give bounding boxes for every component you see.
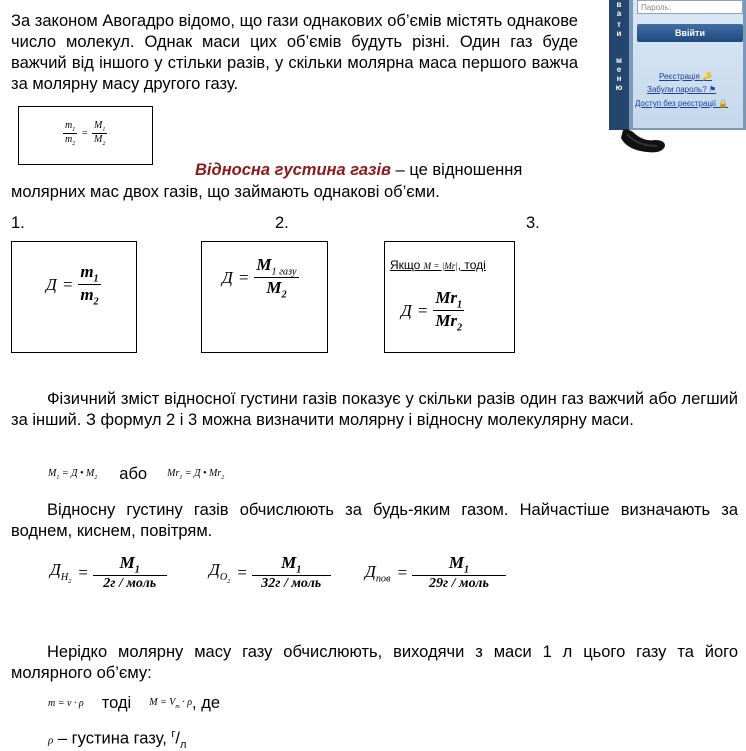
where-word: , де [192,694,221,712]
density-formula-3: Д = $\frac{Mr_1}{Mr_2}$ [401,288,463,334]
or-word: або [119,465,148,483]
proportion-formula-box [18,106,153,165]
register-link[interactable]: Реєстрація 🔑 [659,72,712,81]
density-hydrogen-formula: $Д_{H_2}$ = $\frac{M_1}{\text{2г / моль}}$ [50,553,165,592]
definition-line-1: Відносна густина газів – це відношення [195,161,523,179]
molar-volume-paragraph: Нерідко молярну масу газу обчислюють, виходячи з маси 1 л цього газу та його молярного об’єму: [11,643,738,682]
mascot-shoe-icon [617,120,667,160]
definition-line-2: молярних мас двох газів, що займають однакові об’єми. [11,183,440,201]
definition-term: Відносна густина газів [195,161,392,179]
menu-letter: н [616,74,622,83]
menu-column[interactable] [609,0,629,130]
menu-letter: е [616,65,622,74]
menu-letter: ю [615,83,623,92]
lock-icon: 🔒 [718,99,729,108]
formula-box-1 [11,241,137,353]
density-definition-line: ρ – густина газу, $^г/_л$ [48,728,187,751]
condition-line: Якщо M = |Mr|, тоді [390,258,486,272]
password-field[interactable]: Пароль: [637,0,743,14]
pin-icon: ⚑ [708,85,717,94]
density-oxygen-formula: $Д_{O_2}$ = $\frac{M_1}{\text{32г / моль}}$ [209,553,329,592]
density-formula-1: Д = $\frac{m_1}{m_2}$ [46,262,99,308]
proportion-formula: $\frac{m_1}{m_2}$ = $\frac{M_1}{M_2}$ [65,120,106,147]
key-icon: 🔑 [702,72,712,81]
guest-access-link[interactable]: Доступ без реєстрації 🔒 [635,99,729,108]
label-1: 1. [11,214,25,232]
label-2: 2. [275,214,289,232]
panel-body [633,0,743,128]
menu-letter: а [616,9,622,18]
login-panel [609,0,746,130]
login-button[interactable]: Ввійти [637,24,743,42]
menu-letter: в [616,0,622,9]
menu-letter: т [617,20,621,29]
formula-box-2 [201,241,328,353]
formula-mass: m = v · ρ [48,698,84,709]
physical-meaning-paragraph: Фізичний зміст відносної густини газів показує у скільки разів один газ важчий або легший за інший. З формул 2 і 3 можна визначити молярну і відносну молекулярну маси. [11,390,738,429]
reference-gas-paragraph: Відносну густину газів обчислюють за будь-яким газом. Найчастіше визначають за воднем, киснем, повітрям. [11,501,738,540]
formula-mr1: $Mr_1 = Д$ • $Mr_2$ [167,468,225,481]
density-air-formula: $Д_{пов}$ = $\frac{M_1}{\text{29г / моль}}$ [365,553,504,592]
formula-box-3 [384,241,515,353]
molar-mass-line [48,465,224,484]
then-word: тоді [101,694,132,712]
formula-molar-mass: $M = V_m \cdot \rho$ [149,697,193,710]
formula-m1: $M_1 = Д$ • $M_2$ [48,468,98,481]
intro-paragraph: За законом Авогадро відомо, що гази однакових об’ємів містять однакове число молекул. Однак маси цих об’ємів будуть різні. Один газ буде важчий від іншого у стільки разів, у скільки молярна маса першого важча за молярну масу другого газу. [11,12,578,93]
forgot-password-link[interactable]: Забули пароль? ⚑ [647,85,717,94]
menu-letter: м [616,56,622,65]
menu-letter: и [616,29,622,38]
density-formula-2: Д = $\frac{M_{1 газу}}{M_2}$ [222,255,297,301]
label-3: 3. [526,214,540,232]
mass-formula-line [48,694,220,713]
